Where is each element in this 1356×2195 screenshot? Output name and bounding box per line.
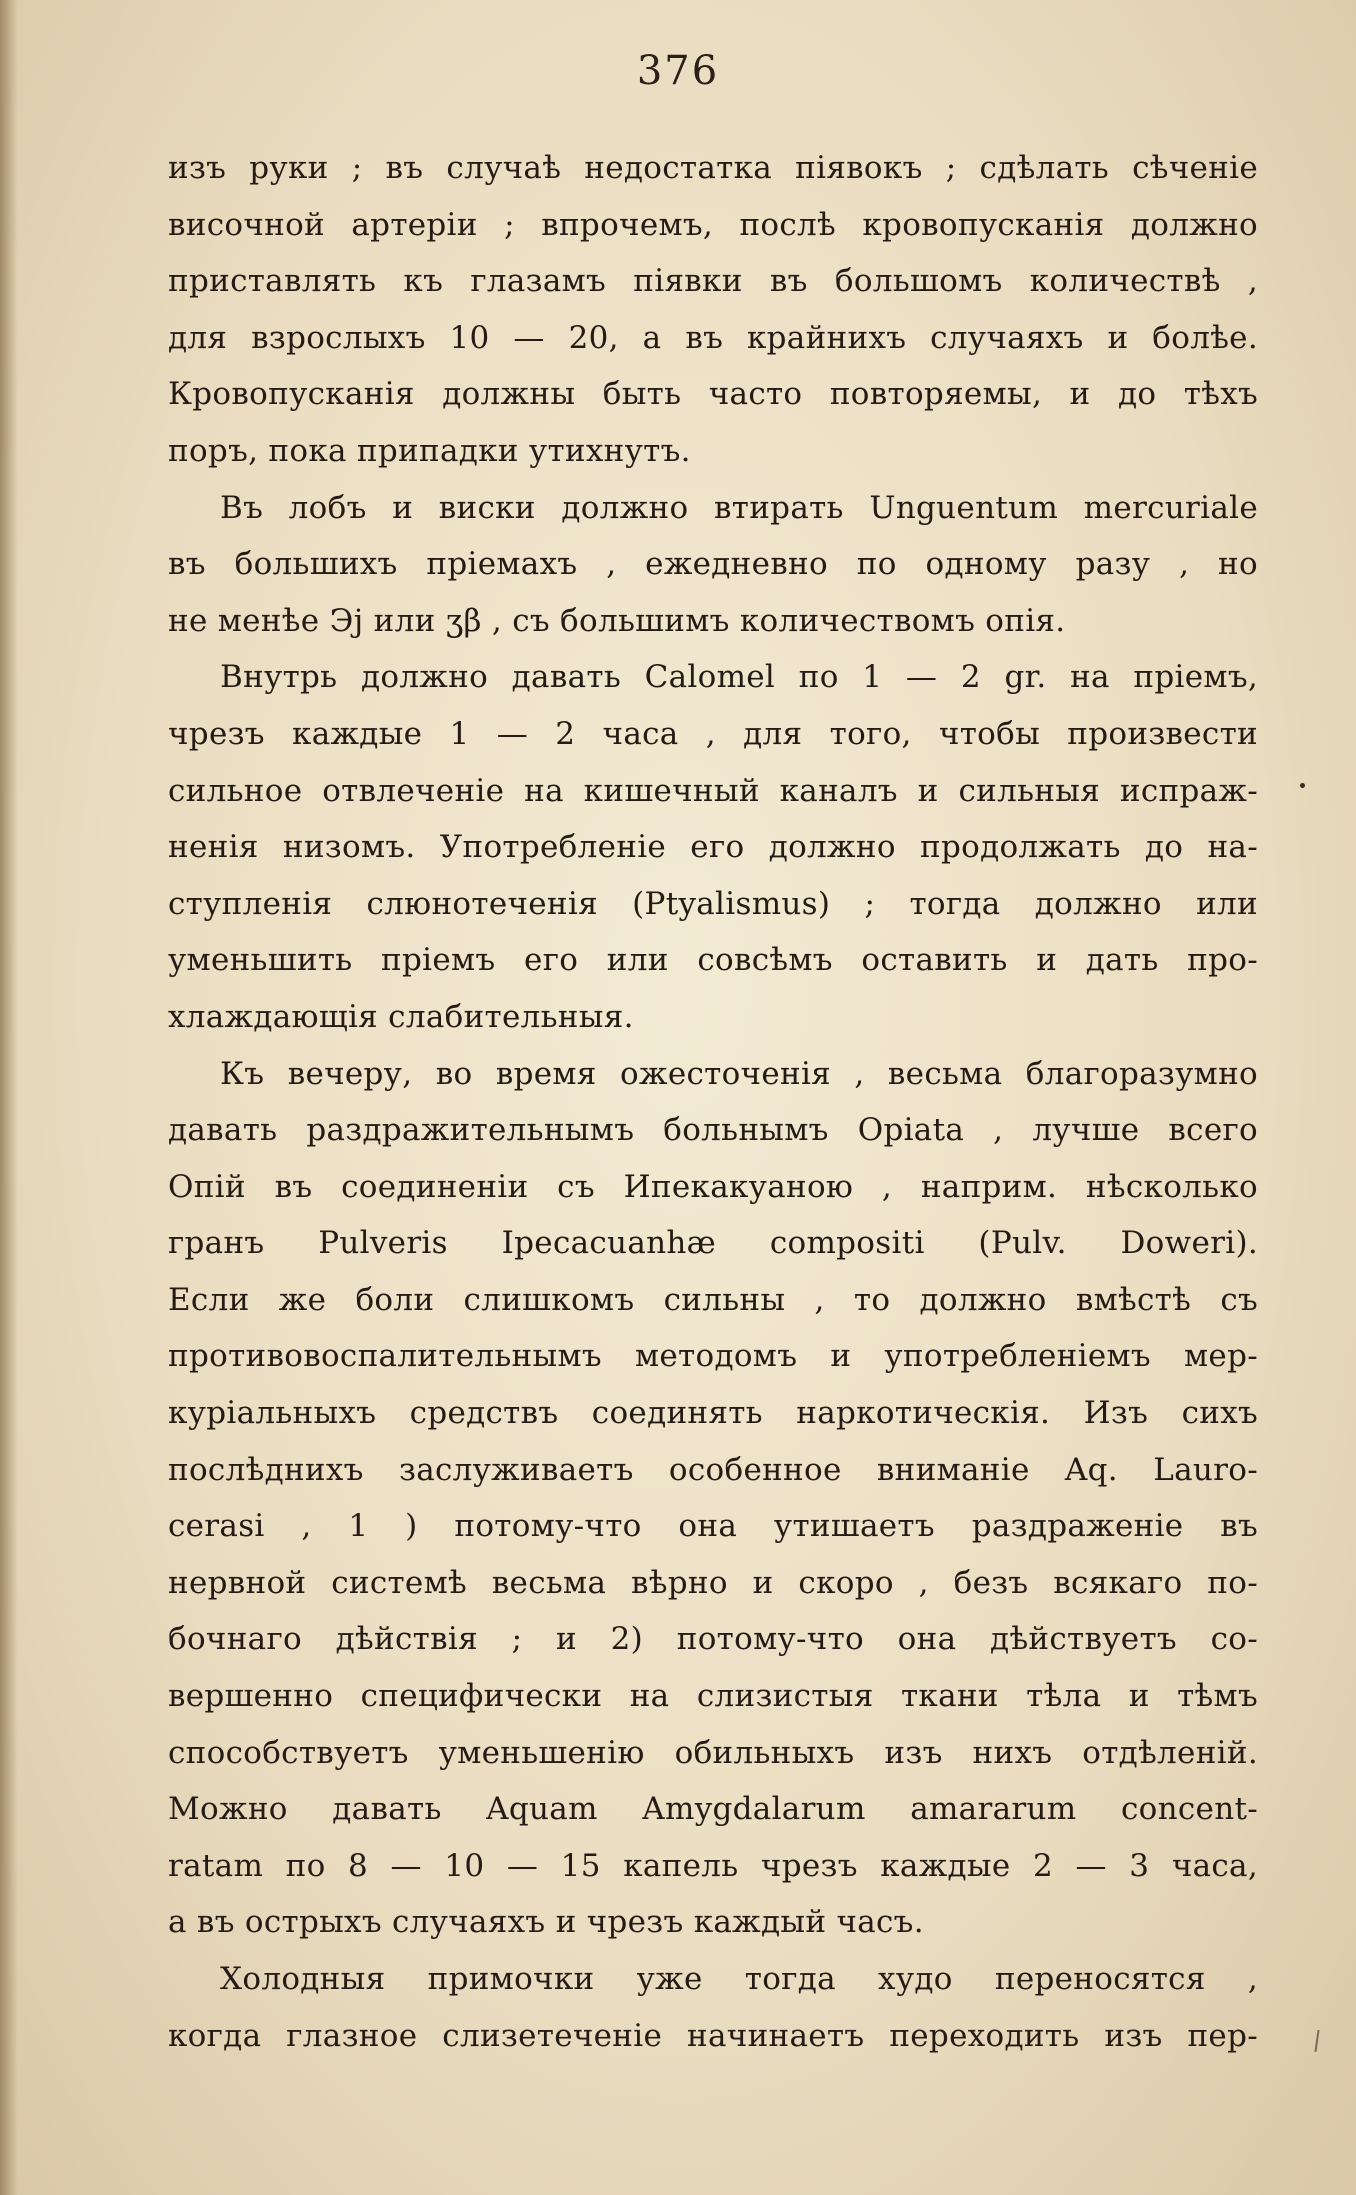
paragraph-3 [168,649,1258,1045]
body-text [168,140,1258,2064]
text-line: бочнаго дѣйствія ; и 2) потому-что она дѣйствуетъ со- [168,1621,1258,1658]
text-line: а въ острыхъ случаяхъ и чрезъ каждый часъ. [168,1904,924,1941]
text-line: куріальныхъ средствъ соединять наркотическія. Изъ сихъ [168,1395,1258,1432]
paragraph-5 [168,1951,1258,2064]
text-line: въ большихъ пріемахъ , ежедневно по одному разу , но [168,546,1258,583]
text-line: Въ лобъ и виски должно втирать Unguentum mercuriale [220,489,1258,526]
text-line: поръ, пока припадки утихнутъ. [168,432,691,469]
text-line: гранъ Pulveris Ipecacuanhæ compositi (Pulv. Doweri). [168,1225,1258,1262]
text-line: Кровопусканія должны быть часто повторяемы, и до тѣхъ [168,376,1258,413]
page-binding-shadow [0,0,18,2195]
text-line: для взрослыхъ 10 — 20, а въ крайнихъ случаяхъ и болѣе. [168,319,1258,356]
text-line: уменьшить пріемъ его или совсѣмъ оставить и дать про- [168,942,1258,979]
text-line: Опій въ соединеніи съ Ипекакуаною , наприм. нѣсколько [168,1168,1258,1205]
text-line: не менѣе Эj или ʒβ , съ большимъ количествомъ опія. [168,602,1066,639]
paragraph-4 [168,1046,1258,1952]
text-line: Можно давать Aquam Amygdalarum amararum concent- [168,1791,1258,1828]
text-line: когда глазное слизетеченіе начинаетъ переходить изъ пер- [168,2017,1258,2054]
text-line: ratam по 8 — 10 — 15 капель чрезъ каждые 2 — 3 часа, [168,1847,1258,1884]
text-line: сильное отвлеченіе на кишечный каналъ и сильныя испраж- [168,772,1258,809]
text-line: нервной системѣ весьма вѣрно и скоро , безъ всякаго по- [168,1564,1258,1601]
page-number: 376 [636,48,720,94]
paragraph-2 [168,480,1258,650]
text-line: противовоспалительнымъ методомъ и употребленіемъ мер- [168,1338,1258,1375]
text-line: вершенно специфически на слизистыя ткани тѣла и тѣмъ [168,1678,1258,1715]
text-line: чрезъ каждые 1 — 2 часа , для того, чтобы произвести [168,715,1258,752]
margin-ink-dot [1300,783,1305,788]
text-line: Внутрь должно давать Calomel по 1 — 2 gr. на пріемъ, [220,659,1258,696]
text-line: Къ вечеру, во время ожесточенія , весьма благоразумно [220,1055,1258,1092]
text-line: cerasi , 1 ) потому-что она утишаетъ раздраженіе въ [168,1508,1258,1545]
text-line: Холодныя примочки уже тогда худо переносятся , [220,1961,1258,1997]
text-line: способствуетъ уменьшенію обильныхъ изъ нихъ отдѣленій. [168,1734,1258,1771]
paragraph-1 [168,140,1258,480]
text-line: послѣднихъ заслуживаетъ особенное вниманіе Aq. Lauro- [168,1451,1258,1488]
text-line: височной артеріи ; впрочемъ, послѣ кровопусканія должно [168,206,1258,243]
text-line: ненія низомъ. Употребленіе его должно продолжать до на- [168,829,1258,866]
text-line: ступленія слюнотеченія (Ptyalismus) ; тогда должно или [168,885,1258,922]
text-line: Если же боли слишкомъ сильны , то должно вмѣстѣ съ [168,1281,1258,1318]
text-line: приставлять къ глазамъ піявки въ большомъ количествѣ , [168,263,1258,300]
text-line: хлаждающія слабительныя. [168,998,634,1035]
text-line: изъ руки ; въ случаѣ недостатка піявокъ ; сдѣлать сѣченіе [168,150,1258,186]
margin-ink-mark [1314,2030,1319,2052]
text-line: давать раздражительнымъ больнымъ Opiata , лучше всего [168,1112,1258,1149]
